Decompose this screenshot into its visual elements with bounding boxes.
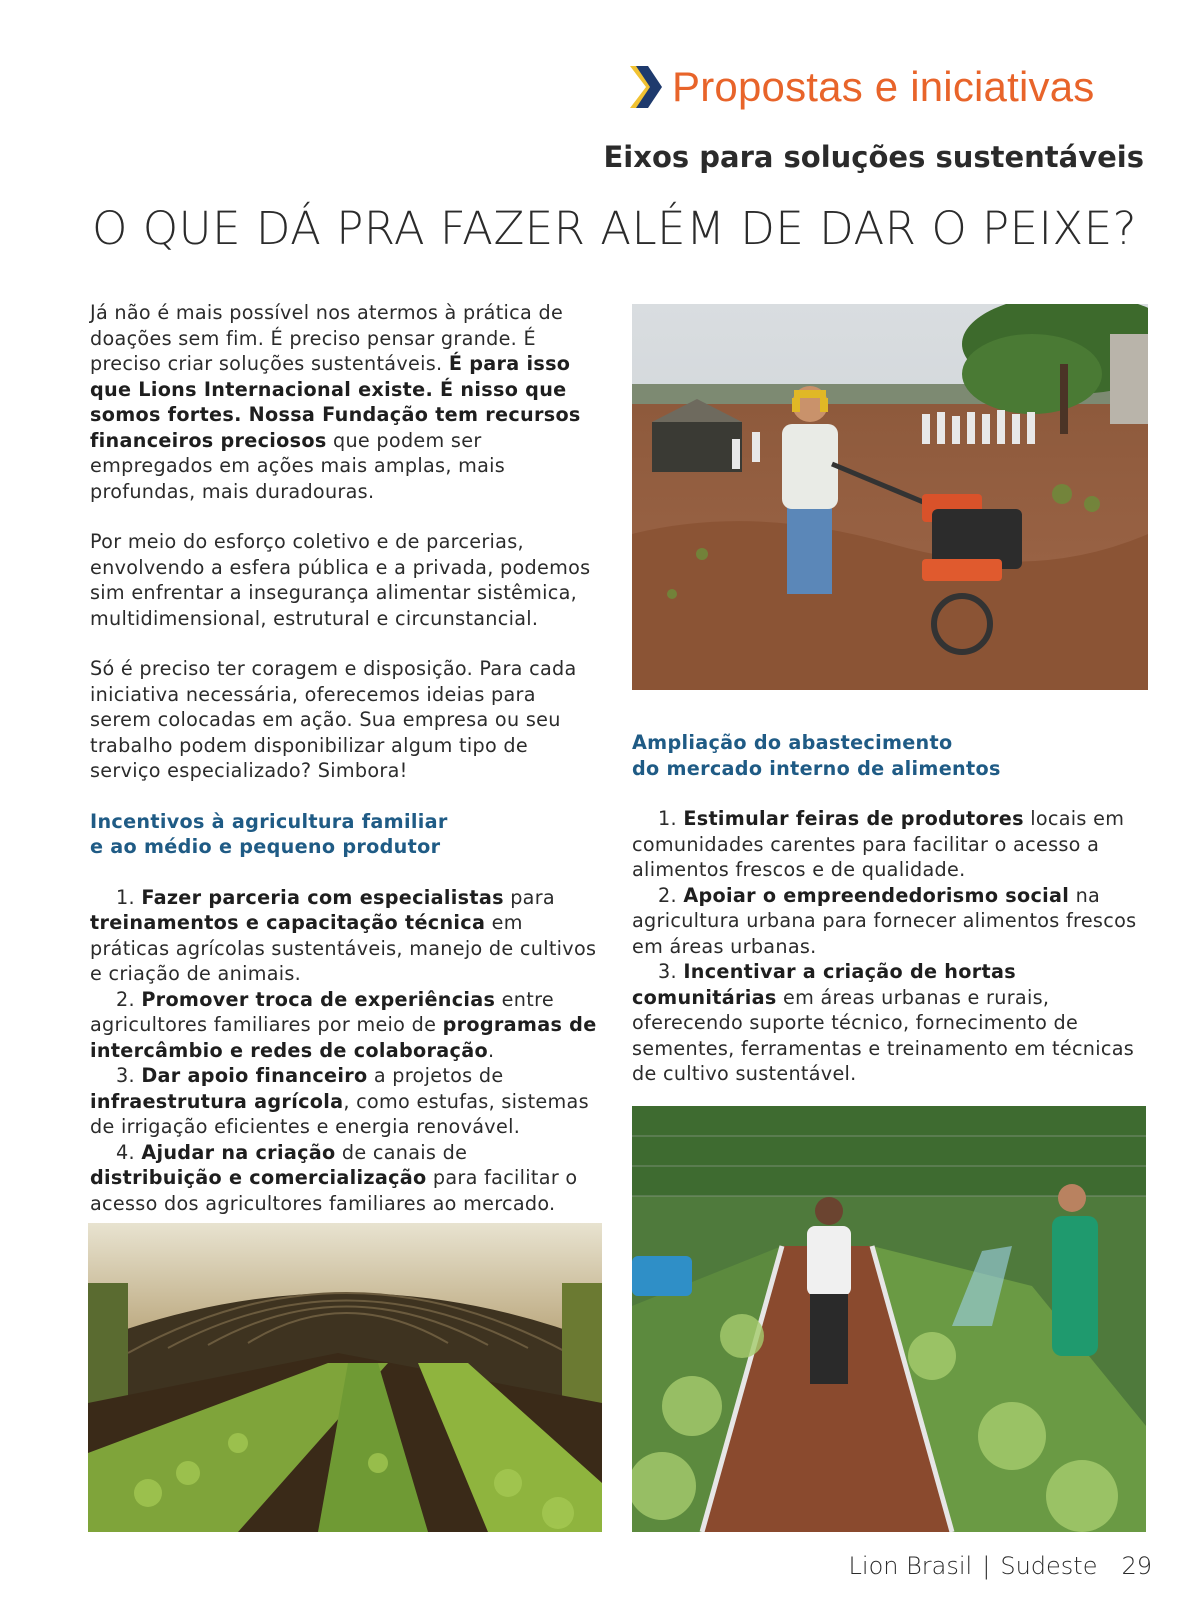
chevron-icon <box>628 64 662 110</box>
item-bold: infraestrutura agrícola <box>90 1089 344 1113</box>
agri-item-3 <box>90 1063 600 1140</box>
item-text: em áreas urbanas e rurais, oferecendo suporte técnico, fornecimento de sementes, ferramentas e treinamento em técnicas de cultivo sustentável. <box>632 985 1135 1085</box>
item-number: 4. <box>116 1140 142 1164</box>
region-name: Sudeste <box>1000 1552 1098 1580</box>
agri-section-heading <box>90 809 600 860</box>
item-number: 2. <box>658 883 684 907</box>
item-number: 1. <box>658 807 684 830</box>
page-footer <box>849 1552 1152 1580</box>
market-item-1 <box>632 806 1152 883</box>
item-bold: distribuição e comercialização <box>90 1166 427 1189</box>
agri-heading-line: e ao médio e pequeno produtor <box>90 835 441 858</box>
community-garden-photo <box>632 1106 1146 1532</box>
item-number: 1. <box>116 885 142 909</box>
item-text: , como estufas, sistemas de irrigação eficientes e energia renovável. <box>90 1089 589 1138</box>
footer-separator: | <box>982 1552 991 1580</box>
item-bold: Estimular feiras de produtores <box>683 807 1024 830</box>
item-text: de canais de <box>335 1140 468 1164</box>
item-number: 3. <box>116 1064 142 1087</box>
item-bold: programas de intercâmbio e redes de colaboração <box>90 1013 597 1062</box>
intro-paragraph-3: Só é preciso ter coragem e disposição. Para cada iniciativa necessária, oferecemos ideias para serem colocadas em ação. Sua empresa ou seu trabalho podem disponibilizar algum tipo de serviço especializado? Simbora! <box>90 657 577 782</box>
market-section-heading <box>632 730 1152 781</box>
agri-heading-line: Incentivos à agricultura familiar <box>90 809 448 833</box>
item-text: para facilitar o acesso dos agricultores familiares ao mercado. <box>90 1166 578 1215</box>
section-header <box>628 60 1094 114</box>
item-number: 3. <box>658 960 684 983</box>
left-column-text <box>90 300 600 1216</box>
intro-paragraph-1 <box>90 300 600 504</box>
tiller-photo <box>632 304 1148 690</box>
market-heading-line: do mercado interno de alimentos <box>632 756 1001 780</box>
item-text: a projetos de <box>367 1064 504 1087</box>
agri-item-2 <box>90 987 600 1064</box>
item-text: locais em comunidades carentes para facilitar o acesso a alimentos frescos e de qualidade. <box>632 807 1125 881</box>
page-number: 29 <box>1121 1552 1152 1580</box>
item-text: entre agricultores familiares por meio de <box>90 987 554 1036</box>
intro-bold-text: É para isso que Lions Internacional existe. É nisso que somos fortes. Nossa Fundação tem recursos financeiros preciosos <box>90 352 581 452</box>
item-bold: Incentivar a criação de hortas comunitárias <box>632 960 1016 1009</box>
agri-item-1 <box>90 885 600 987</box>
subtitle: Eixos para soluções sustentáveis <box>603 140 1144 174</box>
magazine-name: Lion Brasil <box>848 1552 973 1580</box>
headline: O QUE DÁ PRA FAZER ALÉM DE DAR O PEIXE? <box>92 202 1138 255</box>
item-number: 2. <box>116 987 142 1011</box>
intro-text: Já não é mais possível nos atermos à prática de doações sem fim. É preciso pensar grande. É preciso criar soluções sustentáveis. <box>90 301 564 375</box>
market-heading-line: Ampliação do abastecimento <box>632 731 953 754</box>
agri-item-4 <box>90 1140 600 1217</box>
intro-text: que podem ser empregados em ações mais amplas, mais profundas, mais duradouras. <box>90 428 506 503</box>
right-column-text <box>632 730 1152 1087</box>
item-text: para <box>503 885 555 909</box>
item-text: . <box>487 1038 495 1062</box>
market-item-3 <box>632 959 1152 1087</box>
item-bold: Ajudar na criação <box>141 1140 336 1164</box>
intro-paragraph-2: Por meio do esforço coletivo e de parcerias, envolvendo a esfera pública e a privada, podemos sim enfrentar a insegurança alimentar sistêmica, multidimensional, estrutural e circunstancial. <box>90 530 591 630</box>
section-title: Propostas e iniciativas <box>672 63 1095 110</box>
item-bold: Apoiar o empreendedorismo social <box>683 883 1070 907</box>
item-bold: Fazer parceria com especialistas <box>141 885 504 909</box>
item-bold: Dar apoio financeiro <box>141 1064 368 1087</box>
greenhouse-photo <box>88 1223 602 1532</box>
item-bold: Promover troca de experiências <box>141 987 496 1011</box>
item-bold: treinamentos e capacitação técnica <box>90 911 486 934</box>
item-text: em práticas agrícolas sustentáveis, manejo de cultivos e criação de animais. <box>90 911 597 985</box>
market-item-2 <box>632 883 1152 960</box>
item-text: na agricultura urbana para fornecer alimentos frescos em áreas urbanas. <box>632 883 1137 958</box>
